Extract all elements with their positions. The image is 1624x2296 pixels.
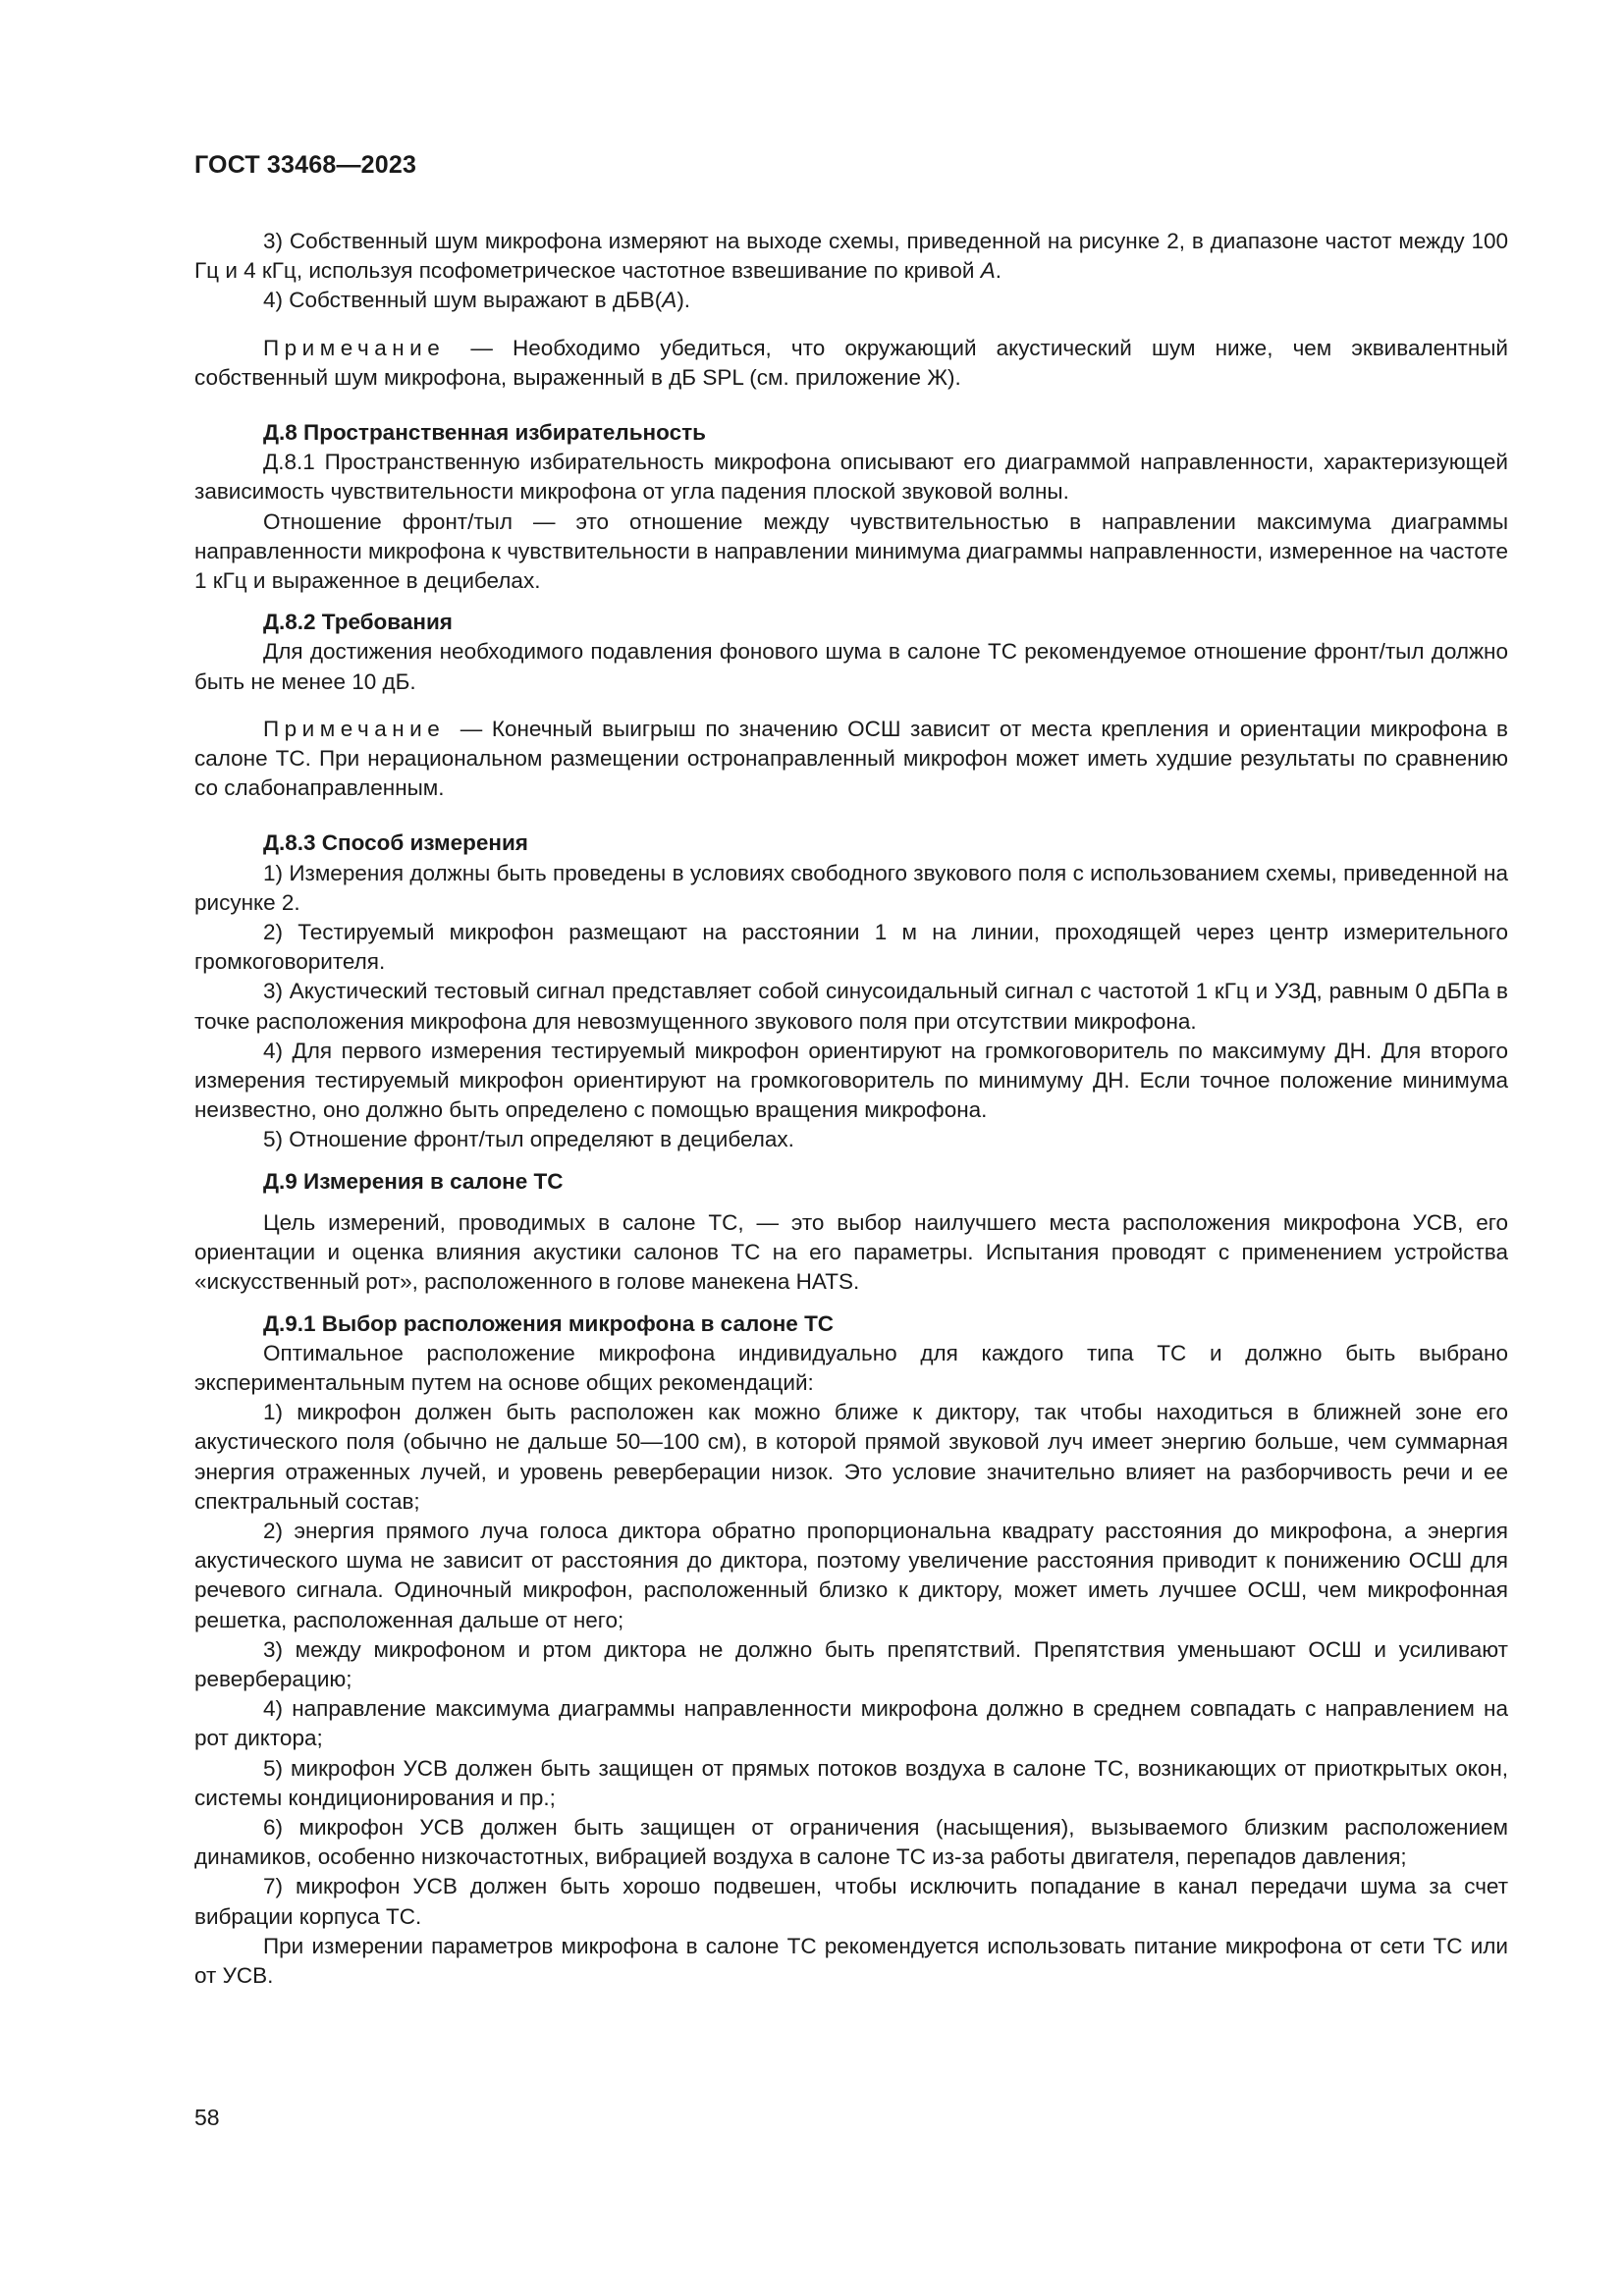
note-label: Примечание	[263, 335, 446, 360]
heading-d8-2: Д.8.2 Требования	[263, 610, 453, 635]
paragraph-d9: Цель измерений, проводимых в салоне ТС, — это выбор наилучшего места расположения микрофона УСВ, его ориентации и оценка влияния акустики салонов ТС на его параметры. Испытания проводят с применением устройства «искусственный рот», расположенного в голове манекена HATS.	[194, 1209, 1508, 1295]
list-item: 2) энергия прямого луча голоса диктора обратно пропорциональна квадрату расстояния до микрофона, а энергия акустического шума не зависит от расстояния до диктора, поэтому увеличение расстояния приводит к понижению ОСШ для речевого сигнала. Одиночный микрофон, расположенный близко к диктору, может иметь лучшее ОСШ, чем микрофонная решетка, расположенная дальше от него;	[194, 1518, 1508, 1632]
paragraph-noise-measure: 3) Собственный шум микрофона измеряют на выходе схемы, приведенной на рисунке 2, в диапазоне частот между 100 Гц и 4 кГц, используя псофометрическое частотное взвешивание по кривой А.	[194, 229, 1508, 284]
list-item: 3) Акустический тестовый сигнал представляет собой синусоидальный сигнал с частотой 1 кГц и УЗД, равным 0 дБПа в точке расположения микрофона для невозмущенного звукового поля при отсутствии микрофона.	[194, 979, 1508, 1034]
list-item: 3) между микрофоном и ртом диктора не должно быть препятствий. Препятствия уменьшают ОСШ и усиливают реверберацию;	[194, 1636, 1508, 1691]
page-number: 58	[194, 2105, 220, 2130]
list-item: 1) Измерения должны быть проведены в условиях свободного звукового поля с использованием схемы, приведенной на рисунке 2.	[194, 860, 1508, 915]
paragraph-front-back-ratio: Отношение фронт/тыл — это отношение между чувствительностью в направлении максимума диаграммы направленности микрофона к чувствительности в направлении минимума диаграммы направленности, измеренное на частоте 1 кГц и выраженное в децибелах.	[194, 508, 1508, 594]
paragraph-noise-units: 4) Собственный шум выражают в дБВ(А).	[263, 288, 691, 313]
note-ambient-noise: Примечание — Необходимо убедиться, что окружающий акустический шум ниже, чем эквивалентный собственный шум микрофона, выраженный в дБ SPL (см. приложение Ж).	[194, 335, 1508, 390]
paragraph-d9-1-intro: Оптимальное расположение микрофона индивидуально для каждого типа ТС и должно быть выбрано экспериментальным путем на основе общих рекомендаций:	[194, 1340, 1508, 1395]
note-snr-gain: Примечание — Конечный выигрыш по значению ОСШ зависит от места крепления и ориентации микрофона в салоне ТС. При нерациональном размещении остронаправленный микрофон может иметь худшие результаты по сравнению со слабонаправленным.	[194, 716, 1508, 801]
page-body	[194, 227, 1508, 1991]
list-item: 5) микрофон УСВ должен быть защищен от прямых потоков воздуха в салоне ТС, возникающих от приоткрытых окон, системы кондиционирования и пр.;	[194, 1755, 1508, 1810]
note-label: Примечание	[263, 716, 446, 741]
list-item: 4) Для первого измерения тестируемый микрофон ориентируют на громкоговоритель по максимуму ДН. Для второго измерения тестируемый микрофон ориентируют на громкоговоритель по минимуму ДН. Если точное положение минимума неизвестно, оно должно быть определено с помощью вращения микрофона.	[194, 1038, 1508, 1123]
list-item: 2) Тестируемый микрофон размещают на расстоянии 1 м на линии, проходящей через центр измерительного громкоговорителя.	[194, 920, 1508, 975]
list-item: 6) микрофон УСВ должен быть защищен от ограничения (насыщения), вызываемого близким расположением динамиков, особенно низкочастотных, вибрацией воздуха в салоне ТС из-за работы двигателя, перепадов давления;	[194, 1814, 1508, 1870]
heading-d9-1: Д.9.1 Выбор расположения микрофона в салоне ТС	[263, 1310, 835, 1336]
list-item: 5) Отношение фронт/тыл определяют в децибелах.	[263, 1127, 794, 1152]
paragraph-power-supply: При измерении параметров микрофона в салоне ТС рекомендуется использовать питание микрофона от сети ТС или от УСВ.	[194, 1933, 1508, 1988]
heading-d9: Д.9 Измерения в салоне ТС	[263, 1168, 564, 1194]
heading-d8: Д.8 Пространственная избирательность	[263, 420, 706, 446]
heading-d8-3: Д.8.3 Способ измерения	[263, 830, 528, 856]
list-item: 4) направление максимума диаграммы направленности микрофона должно в среднем совпадать с направлением на рот диктора;	[194, 1696, 1508, 1751]
list-item: 1) микрофон должен быть расположен как можно ближе к диктору, так чтобы находиться в ближней зоне его акустического поля (обычно не дальше 50—100 см), в которой прямой звуковой луч имеет энергию больше, чем суммарная энергия отраженных лучей, и уровень реверберации низок. Это условие значительно влияет на разборчивость речи и ее спектральный состав;	[194, 1400, 1508, 1514]
paragraph-d8-1: Д.8.1 Пространственную избирательность микрофона описывают его диаграммой направленности, характеризующей зависимость чувствительности микрофона от угла падения плоской звуковой волны.	[194, 450, 1508, 505]
paragraph-d8-2: Для достижения необходимого подавления фонового шума в салоне ТС рекомендуемое отношение фронт/тыл должно быть не менее 10 дБ.	[194, 639, 1508, 694]
document-code-header: ГОСТ 33468—2023	[194, 151, 417, 179]
list-item: 7) микрофон УСВ должен быть хорошо подвешен, чтобы исключить попадание в канал передачи шума за счет вибрации корпуса ТС.	[194, 1874, 1508, 1929]
